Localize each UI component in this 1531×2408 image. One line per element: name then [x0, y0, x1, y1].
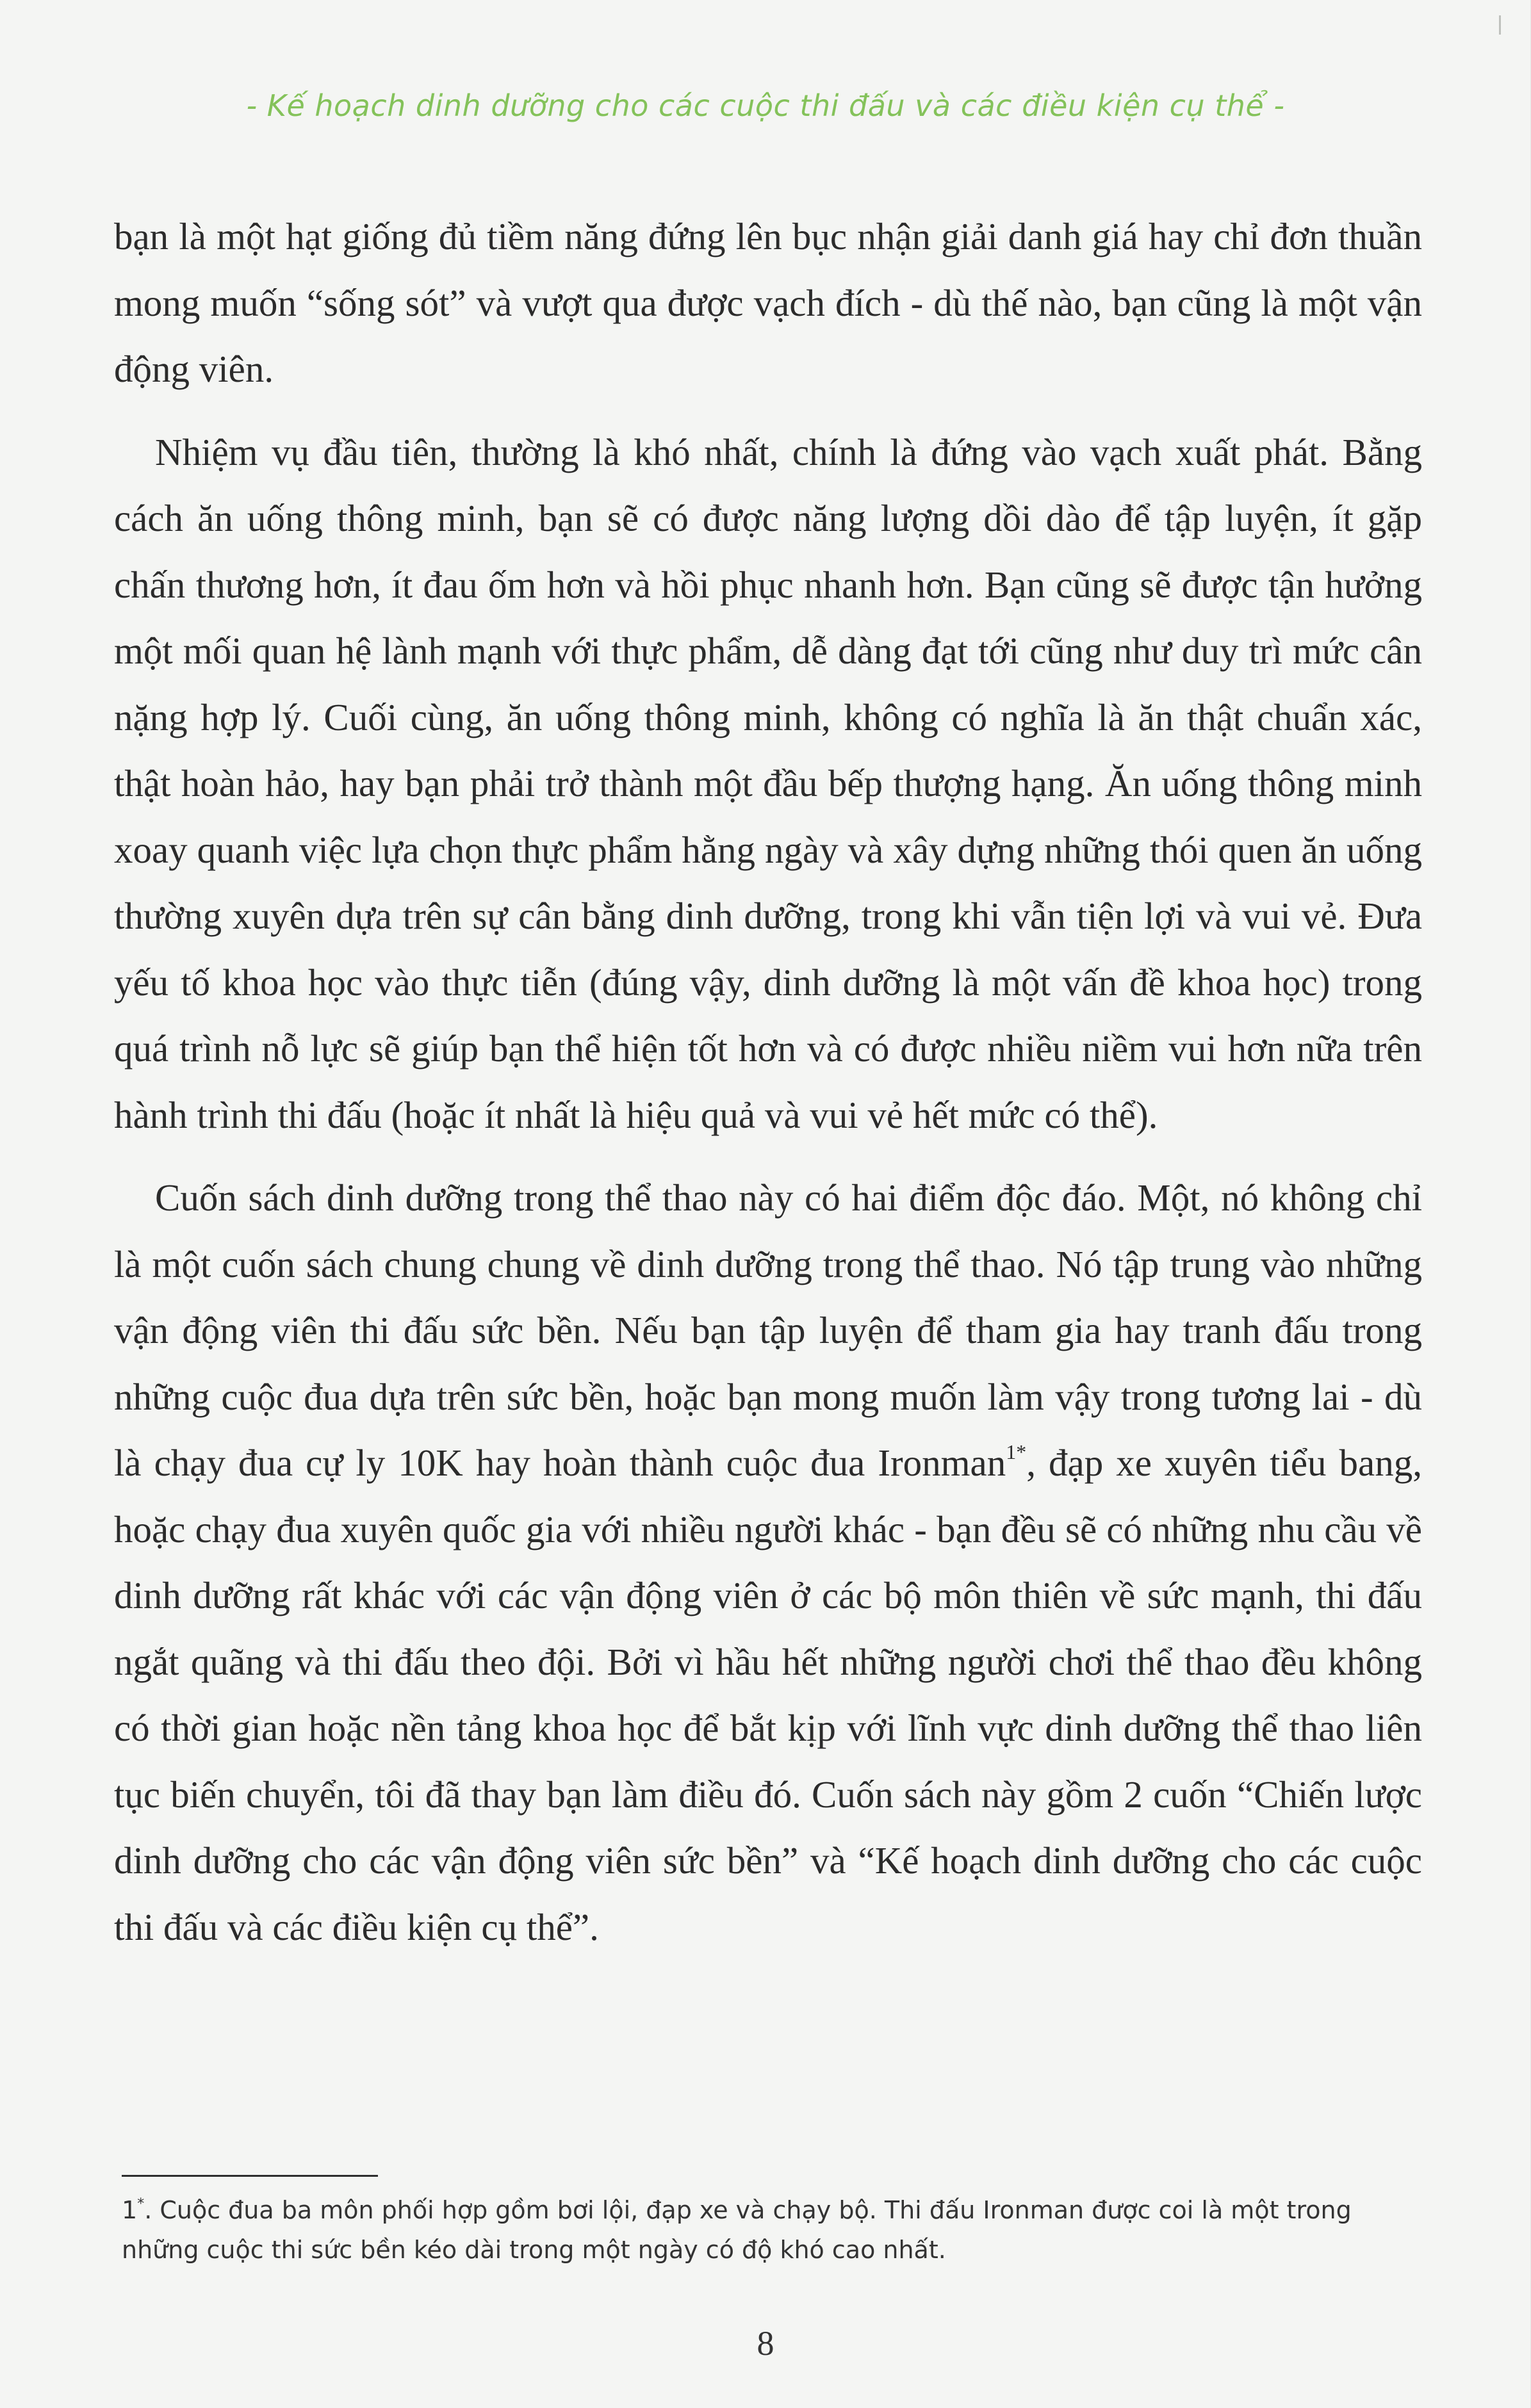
paragraph-3-text-b: , đạp xe xuyên tiểu bang, hoặc chạy đua xuyên quốc gia với nhiều người khác - bạn đều sẽ có những nhu cầu về dinh dưỡng rất khác với các vận động viên ở các bộ môn thiên về sức mạnh, thi đấu ngắt quãng và thi đấu theo đội. Bởi vì hầu hết những người chơi thể thao đều không có thời gian hoặc nền tảng khoa học để bắt kịp với lĩnh vực dinh dưỡng thể thao liên tục biến chuyển, tôi đã thay bạn làm điều đó. Cuốn sách này gồm 2 cuốn “Chiến lược dinh dưỡng cho các vận động viên sức bền” và “Kế hoạch dinh dưỡng cho các cuộc thi đấu và các điều kiện cụ thể”.: [114, 1442, 1422, 1948]
footnote-divider: [122, 2175, 378, 2177]
page-number: 8: [757, 2324, 774, 2363]
footnote-text: . Cuộc đua ba môn phối hợp gồm bơi lội, đạp xe và chạy bộ. Thi đấu Ironman được coi là một trong những cuộc thi sức bền kéo dài trong một ngày có độ khó cao nhất.: [122, 2196, 1352, 2264]
footnote-marker-sup: *: [137, 2196, 145, 2212]
scan-mark: [1499, 15, 1501, 35]
footnote-reference[interactable]: 1*: [1006, 1440, 1027, 1463]
footnote: [122, 2190, 1422, 2270]
running-header: - Kế hoạch dinh dưỡng cho các cuộc thi đấu và các điều kiện cụ thể -: [246, 88, 1285, 123]
main-text: [114, 204, 1422, 1977]
paragraph-2: Nhiệm vụ đầu tiên, thường là khó nhất, chính là đứng vào vạch xuất phát. Bằng cách ăn uống thông minh, bạn sẽ có được năng lượng dồi dào để tập luyện, ít gặp chấn thương hơn, ít đau ốm hơn và hồi phục nhanh hơn. Bạn cũng sẽ được tận hưởng một mối quan hệ lành mạnh với thực phẩm, dễ dàng đạt tới cũng như duy trì mức cân nặng hợp lý. Cuối cùng, ăn uống thông minh, không có nghĩa là ăn thật chuẩn xác, thật hoàn hảo, hay bạn phải trở thành một đầu bếp thượng hạng. Ăn uống thông minh xoay quanh việc lựa chọn thực phẩm hằng ngày và xây dựng những thói quen ăn uống thường xuyên dựa trên sự cân bằng dinh dưỡng, trong khi vẫn tiện lợi và vui vẻ. Đưa yếu tố khoa học vào thực tiễn (đúng vậy, dinh dưỡng là một vấn đề khoa học) trong quá trình nỗ lực sẽ giúp bạn thể hiện tốt hơn và có được nhiều niềm vui hơn nữa trên hành trình thi đấu (hoặc ít nhất là hiệu quả và vui vẻ hết mức có thể).: [114, 430, 1422, 1136]
footnote-marker: 1: [122, 2196, 138, 2224]
paragraph-1: bạn là một hạt giống đủ tiềm năng đứng lên bục nhận giải danh giá hay chỉ đơn thuần mong muốn “sống sót” và vượt qua được vạch đích - dù thế nào, bạn cũng là một vận động viên.: [114, 215, 1422, 390]
paragraph-3-text-a: Cuốn sách dinh dưỡng trong thể thao này có hai điểm độc đáo. Một, nó không chỉ là một cuốn sách chung chung về dinh dưỡng trong thể thao. Nó tập trung vào những vận động viên thi đấu sức bền. Nếu bạn tập luyện để tham gia hay tranh đấu trong những cuộc đua dựa trên sức bền, hoặc bạn mong muốn làm vậy trong tương lai - dù là chạy đua cự ly 10K hay hoàn thành cuộc đua Ironman: [114, 1176, 1422, 1484]
paragraph-3: [114, 1165, 1422, 1960]
